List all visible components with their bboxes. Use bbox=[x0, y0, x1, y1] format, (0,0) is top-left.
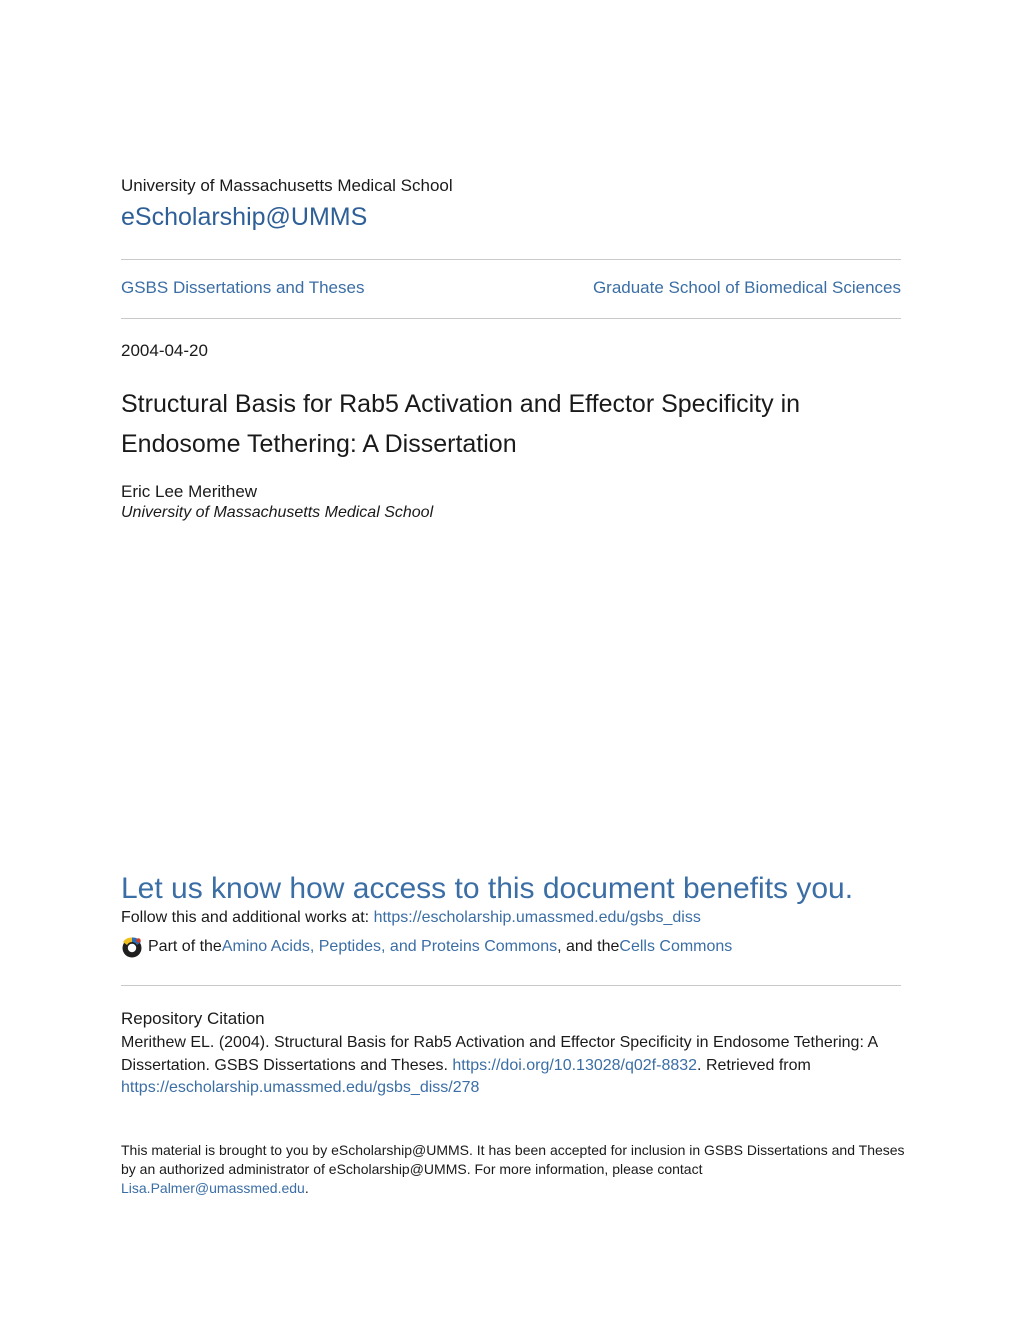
feedback-link[interactable]: Let us know how access to this document benefits you. bbox=[121, 872, 854, 905]
follow-line bbox=[121, 909, 701, 927]
institution-name: University of Massachusetts Medical School bbox=[121, 176, 453, 195]
divider-top bbox=[121, 259, 901, 260]
commons-link-cells[interactable]: Cells Commons bbox=[619, 938, 733, 955]
part-middle: , and the bbox=[557, 938, 620, 955]
doi-link[interactable]: https://doi.org/10.13028/q02f-8832 bbox=[452, 1056, 698, 1074]
follow-prefix: Follow this and additional works at: bbox=[121, 909, 374, 926]
item-url-link[interactable]: https://escholarship.umassmed.edu/gsbs_diss/278 bbox=[121, 1079, 480, 1096]
author-name: Eric Lee Merithew bbox=[121, 482, 258, 501]
repository-link[interactable]: eScholarship@UMMS bbox=[121, 203, 368, 231]
contact-email-link[interactable]: Lisa.Palmer@umassmed.edu bbox=[121, 1180, 305, 1196]
citation-body: Merithew EL. (2004). Structural Basis for Rab5 Activation and Effector Specificity in Endosome Tethering: A Dissertation. GSBS Dissertations and Theses. bbox=[121, 1034, 878, 1074]
citation-heading: Repository Citation bbox=[121, 1009, 265, 1028]
document-title: Structural Basis for Rab5 Activation and Effector Specificity in Endosome Tethering: A Dissertation bbox=[121, 390, 801, 458]
collection-link[interactable]: https://escholarship.umassmed.edu/gsbs_diss bbox=[373, 909, 701, 926]
part-of-line bbox=[121, 936, 732, 958]
series-link[interactable]: GSBS Dissertations and Theses bbox=[121, 278, 365, 297]
network-commons-icon bbox=[121, 936, 143, 958]
divider-series bbox=[121, 318, 901, 319]
divider-citation bbox=[121, 985, 901, 986]
document-date: 2004-04-20 bbox=[121, 341, 208, 360]
citation-text bbox=[121, 1032, 906, 1100]
footer-notice bbox=[121, 1141, 906, 1198]
school-link[interactable]: Graduate School of Biomedical Sciences bbox=[592, 278, 901, 297]
author-affiliation: University of Massachusetts Medical School bbox=[121, 504, 434, 521]
part-prefix: Part of the bbox=[148, 938, 222, 955]
footer-text: This material is brought to you by eScholarship@UMMS. It has been accepted for inclusion in GSBS Dissertations and Theses by an authorized administrator of eScholarship@UMMS. For more information, please contact bbox=[121, 1142, 905, 1177]
commons-link-amino-acids[interactable]: Amino Acids, Peptides, and Proteins Commons bbox=[221, 938, 558, 955]
citation-retrieved: . Retrieved from bbox=[697, 1056, 811, 1074]
footer-end: . bbox=[304, 1180, 309, 1196]
